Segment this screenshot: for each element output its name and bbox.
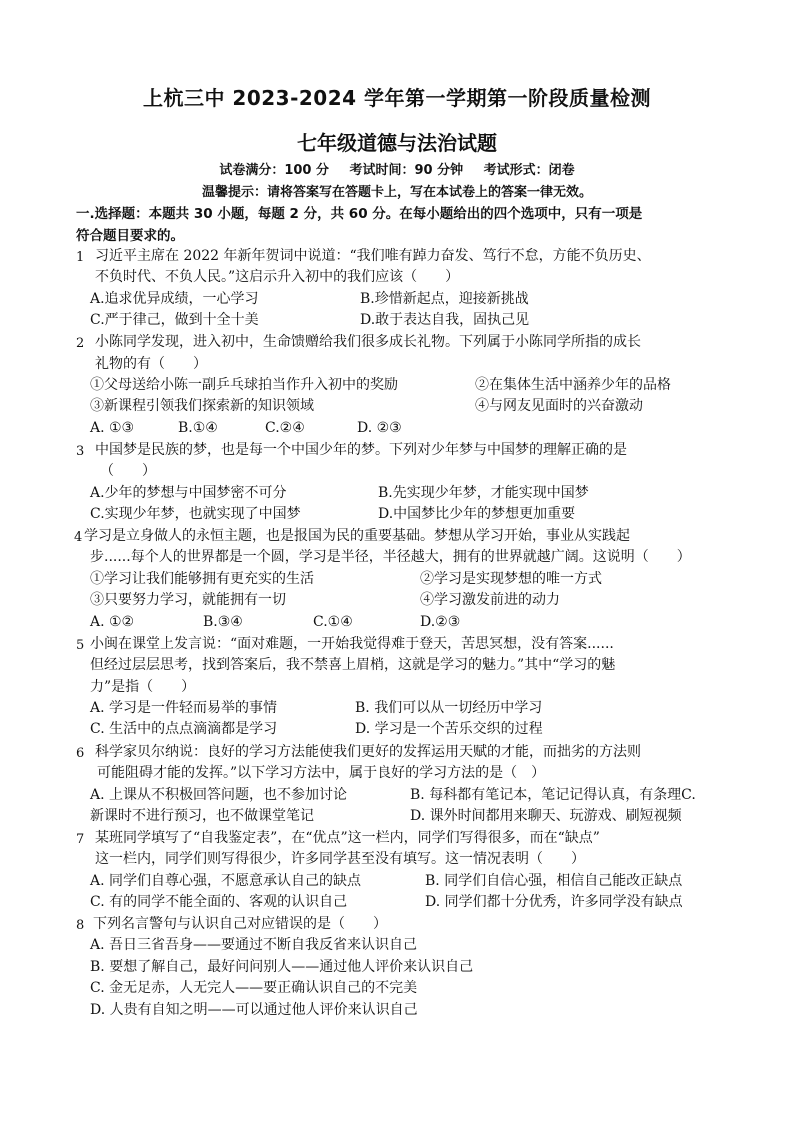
question-number: 7	[76, 832, 85, 847]
option-b: B. 同学们自信心强，相信自己能改正缺点	[425, 873, 683, 889]
option-d: D.敢于表达自我，固执己见	[360, 312, 530, 328]
question-stem: 但经过层层思考，找到答案后，我不禁喜上眉梢，这就是学习的魅力。”其中“学习的魅	[90, 657, 616, 673]
question-stem: 学习是立身做人的永恒主题，也是报国为民的重要基础。梦想从学习开始，事业从实践起	[84, 528, 630, 544]
section-line-2: 符合题目要求的。	[76, 228, 184, 244]
statement-1: ①父母送给小陈一副乒乓球拍当作升入初中的奖励	[90, 377, 398, 393]
option-d: D. 人贵有自知之明——可以通过他人评价来认识自己	[90, 1002, 418, 1018]
question-number: 6	[76, 746, 85, 761]
exam-form: 考试形式：闭卷	[483, 163, 575, 178]
option-c: C.②④	[265, 420, 305, 436]
option-c: C.严于律己，做到十全十美	[90, 312, 259, 328]
question-number: 8	[76, 918, 85, 933]
statement-3: ③只要努力学习，就能拥有一切	[90, 592, 286, 608]
option-a: A. ①③	[90, 420, 135, 436]
option-a: A.追求优异成绩，一心学习	[90, 291, 259, 307]
option-d: D. 同学们都十分优秀，许多同学没有缺点	[425, 894, 683, 910]
question-stem: 可能阻碍才能的发挥。”以下学习方法中，属于良好的学习方法的是（ ）	[97, 765, 546, 781]
option-d: D. 课外时间都用来聊天、玩游戏、刷短视频	[410, 808, 682, 824]
option-a: A. 同学们自尊心强，不愿意承认自己的缺点	[90, 873, 362, 889]
option-b: B.珍惜新起点，迎接新挑战	[360, 291, 529, 307]
statement-2: ②学习是实现梦想的唯一方式	[420, 571, 602, 587]
option-b: B. 每科都有笔记本，笔记记得认真，有条理C.	[410, 787, 696, 803]
question-stem: 某班同学填写了“自我鉴定表”，在“优点”这一栏内，同学们写得很多，而在“缺点”	[95, 830, 600, 846]
statement-3: ③新课程引领我们探索新的知识领域	[90, 398, 314, 414]
option-d: D.②③	[420, 614, 461, 630]
option-b: B. 要想了解自己，最好问问别人——通过他人评价来认识自己	[90, 959, 474, 975]
option-a: A. ①②	[90, 614, 135, 630]
question-stem: 科学家贝尔纳说：良好的学习方法能使我们更好的发挥运用天赋的才能，而拙劣的方法则	[95, 744, 641, 760]
exam-subtitle: 七年级道德与法治试题	[297, 131, 497, 155]
option-c: 新课时不进行预习，也不做课堂笔记	[90, 808, 314, 824]
question-stem: 这一栏内，同学们则写得很少，许多同学甚至没有填写。这一情况表明（ ）	[95, 851, 585, 867]
option-c: C.①④	[313, 614, 353, 630]
statement-1: ①学习让我们能够拥有更充实的生活	[90, 571, 314, 587]
option-b: B.先实现少年梦，才能实现中国梦	[378, 485, 589, 501]
question-number: 3	[76, 444, 85, 459]
question-number: 4	[74, 530, 83, 545]
option-a: A.少年的梦想与中国梦密不可分	[90, 485, 287, 501]
question-stem: 礼物的有（ ）	[95, 356, 207, 372]
section-line-1: 一.选择题：本题共 30 小题，每题 2 分，共 60 分。在每小题给出的四个选项中，只有一项是	[76, 206, 643, 222]
statement-4: ④学习激发前进的动力	[420, 592, 560, 608]
exam-title: 上杭三中 2023-2024 学年第一学期第一阶段质量检测	[142, 86, 652, 110]
question-stem: 习近平主席在 2022 年新年贺词中说道：“我们唯有踔力奋发、笃行不怠，方能不负历史、	[95, 248, 651, 264]
option-a: A. 学习是一件轻而易举的事情	[90, 700, 278, 716]
option-c: C. 生活中的点点滴滴都是学习	[90, 721, 278, 737]
option-d: D. 学习是一个苦乐交织的过程	[355, 721, 543, 737]
full-score: 试卷满分：100 分	[219, 163, 329, 178]
question-number: 2	[76, 336, 85, 351]
option-c: C. 有的同学不能全面的、客观的认识自己	[90, 894, 348, 910]
question-stem: 不负时代、不负人民。”这启示升入初中的我们应该（ ）	[95, 269, 460, 285]
question-stem: 力”是指（ ）	[90, 679, 196, 695]
option-a: A. 吾日三省吾身——要通过不断自我反省来认识自己	[90, 937, 418, 953]
option-c: C. 金无足赤，人无完人——要正确认识自己的不完美	[90, 980, 418, 996]
question-stem: 中国梦是民族的梦，也是每一个中国少年的梦。下列对少年梦与中国梦的理解正确的是	[95, 442, 627, 458]
exam-time: 考试时间：90 分钟	[349, 163, 464, 178]
question-stem: 小陈同学发现，进入初中，生命馈赠给我们很多成长礼物。下列属于小陈同学所指的成长	[95, 334, 641, 350]
option-b: B.③④	[203, 614, 243, 630]
option-b: B. 我们可以从一切经历中学习	[355, 700, 543, 716]
option-b: B.①④	[178, 420, 218, 436]
question-stem: 下列名言警句与认识自己对应错误的是（ ）	[93, 916, 387, 932]
question-number: 5	[76, 638, 85, 653]
option-a: A. 上课从不积极回答问题，也不参加讨论	[90, 787, 348, 803]
exam-meta	[0, 159, 794, 178]
option-c: C.实现少年梦，也就实现了中国梦	[90, 506, 301, 522]
question-stem: 步......每个人的世界都是一个圆，学习是半径，半径越大，拥有的世界就越广阔。这说明（ ）	[90, 549, 691, 565]
statement-2: ②在集体生活中涵养少年的品格	[475, 377, 671, 393]
option-d: D.中国梦比少年的梦想更加重要	[378, 506, 576, 522]
section-heading	[76, 203, 736, 247]
question-stem: 小闽在课堂上发言说：“面对难题，一开始我觉得难于登天，苦思冥想，没有答案......	[90, 636, 614, 652]
question-stem: （ ）	[100, 463, 156, 479]
exam-tip: 温馨提示：请将答案写在答题卡上，写在本试卷上的答案一律无效。	[201, 185, 592, 200]
statement-4: ④与网友见面时的兴奋激动	[475, 398, 643, 414]
option-d: D. ②③	[357, 420, 402, 436]
question-number: 1	[76, 250, 85, 265]
